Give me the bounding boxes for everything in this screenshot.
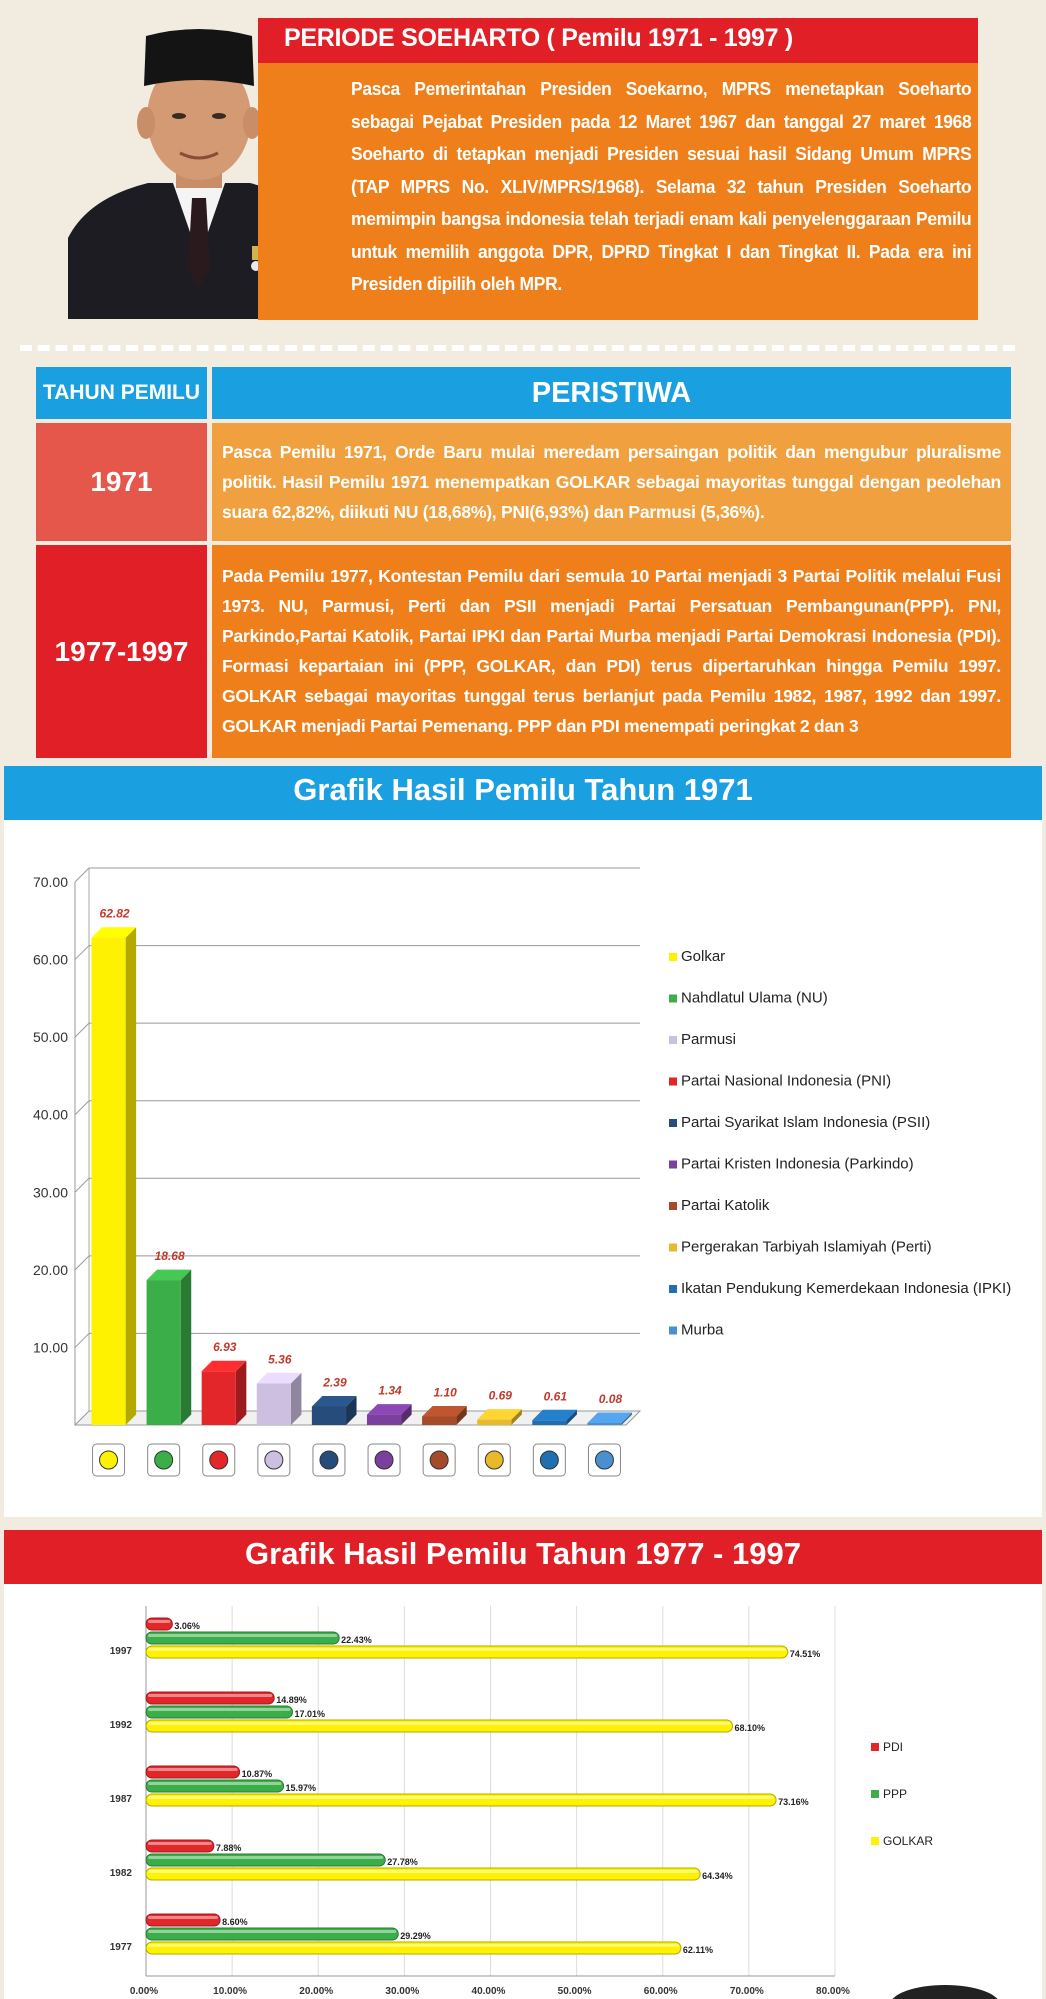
category-label: 1982 [109,1868,132,1879]
logo-emblem [265,1451,283,1469]
legend-label: Pergerakan Tarbiyah Islamiyah (Perti) [681,1238,932,1256]
logo-emblem [210,1451,228,1469]
party-logo-icon [368,1444,400,1476]
bar [146,1914,220,1926]
legend-label: Parmusi [681,1031,737,1048]
party-logo-icon [93,1444,125,1476]
party-logo-icon [533,1444,565,1476]
table-header-event: PERISTIWA [212,367,1011,419]
bar-value-label: 27.78% [387,1857,418,1867]
bar [146,1766,240,1778]
party-logo-icon [588,1444,620,1476]
x-tick-label: 50.00% [557,1986,592,1997]
bar-highlight [148,1842,212,1845]
bar [146,1854,385,1866]
bar-value-label: 18.68 [154,1249,185,1264]
logo-emblem [375,1451,393,1469]
y-tick-label: 20.00 [32,1261,68,1278]
legend-label: Golkar [681,948,726,965]
bar [202,1371,236,1425]
logo-emblem [100,1451,118,1469]
y-tick-label: 70.00 [32,874,68,890]
bar-value-label: 74.51% [789,1649,821,1659]
logo-emblem [595,1451,613,1469]
legend-label: Murba [681,1321,724,1339]
logo-emblem [320,1451,338,1469]
legend-label: PDI [883,1740,904,1754]
bar-side [236,1361,247,1425]
bar [422,1416,456,1425]
bar-value-label: 0.69 [488,1388,512,1403]
party-logo-icon [313,1444,345,1476]
bar-highlight [148,1722,731,1725]
y-tick-label: 50.00 [32,1029,68,1046]
bar [147,1280,181,1425]
period-title: PERIODE SOEHARTO ( Pemilu 1971 - 1997 ) [284,24,793,52]
bar-value-label: 29.29% [400,1931,431,1941]
bar-value-label: 64.34% [702,1871,733,1881]
bar-highlight [148,1708,290,1711]
bar-highlight [148,1782,282,1785]
intro-text: Pasca Pemerintahan Presiden Soekarno, MPRS menetapkan Soeharto sebagai Pejabat Presiden pada 12 Maret 1967 dan tanggal 27 maret 1968 Soeharto di tetapkan menjadi Presiden sesuai hasil Sidang Umum MPRS (TAP MPRS No. XLIV/MPRS/1968). Selama 32 tahun Presiden Soeharto memimpin bangsa indonesia telah terjadi enam kali penyelenggaraan Pemilu untuk memilih anggota DPR, DPRD Tingkat I dan Tingkat II. Pada era ini Presiden dipilih oleh MPR. [351,78,972,294]
section-divider [20,345,350,351]
y-tick-label: 60.00 [32,951,68,968]
logo-emblem [155,1451,173,1469]
bar-value-label: 5.36 [268,1352,292,1367]
bar-highlight [148,1620,170,1623]
bar-highlight [148,1930,396,1933]
bar [477,1420,511,1425]
bar-value-label: 3.06% [174,1621,200,1631]
x-tick-label: 60.00% [643,1986,678,1997]
bar [146,1794,776,1806]
x-tick-label: 70.00% [729,1986,764,1997]
bar [532,1420,566,1425]
bar-highlight [148,1916,218,1919]
table-header-year: TAHUN PEMILU [36,367,207,419]
bar-highlight [148,1870,698,1873]
party-logo-icon [423,1444,455,1476]
bar-value-label: 15.97% [285,1783,317,1793]
legend-label: GOLKAR [883,1834,934,1848]
y-tick-label: 10.00 [32,1339,68,1356]
bar [91,938,125,1425]
bar [146,1868,700,1880]
bar-highlight [148,1634,337,1637]
party-logo-icon [478,1444,510,1476]
legend-swatch [669,1244,677,1252]
legend-label: Partai Katolik [681,1197,770,1214]
bar-value-label: 0.08 [598,1392,623,1406]
legend-label: Nahdlatul Ulama (NU) [681,989,828,1007]
x-tick-label: 80.00% [816,1986,850,1997]
legend-label: Partai Nasional Indonesia (PNI) [681,1072,892,1090]
bar [312,1406,346,1425]
x-tick-label: 30.00% [385,1986,420,1997]
x-tick-label: 0.00% [129,1986,159,1997]
legend-swatch [669,953,677,961]
legend-swatch [669,1036,677,1044]
legend-swatch [669,1327,677,1335]
bar-highlight [148,1856,383,1859]
gridline-diagonal [75,1178,89,1192]
table-row-year: 1977-1997 [36,545,207,758]
gridline-diagonal [75,868,89,882]
bar-value-label: 17.01% [294,1709,326,1719]
bar-value-label: 8.60% [222,1917,248,1927]
bar-value-label: 6.93 [213,1340,237,1355]
table-row-event: Pasca Pemilu 1971, Orde Baru mulai meredam persaingan politik dan mengubur pluralisme politik. Hasil Pemilu 1971 menempatkan GOLKAR sebagai mayoritas tunggal dengan peolehan suara 62,82%, diikuti NU (18,68%), PNI(6,93%) dan Parmusi (5,36%). [212,423,1011,541]
legend-swatch [669,995,677,1003]
table-row-event: Pada Pemilu 1977, Kontestan Pemilu dari semula 10 Partai menjadi 3 Partai Politik melalui Fusi 1973. NU, Parmusi, Perti dan PSII menjadi Partai Persatuan Pembangunan(PPP). PNI, Parkindo,Partai Katolik, Partai IPKI dan Partai Murba menjadi Partai Demokrasi Indonesia (PDI). Formasi kepartaian ini (PPP, GOLKAR, dan PDI) terus dipertaruhkan hingga Pemilu 1997. GOLKAR sebagai mayoritas tunggal terus berlanjut pada Pemilu 1982, 1987, 1992 dan 1997. GOLKAR menjadi Partai Pemenang. PPP dan PDI menempati peringkat 2 dan 3 [212,545,1011,758]
bar-value-label: 73.16% [778,1797,809,1807]
legend-swatch [669,1119,677,1127]
bar [367,1415,401,1425]
gridline-diagonal [75,1023,89,1037]
legend-swatch [669,1161,677,1169]
gridline-diagonal [75,1333,89,1347]
bar [146,1646,788,1658]
gridline-diagonal [75,1101,89,1115]
bar-value-label: 62.11% [682,1945,713,1955]
bar-value-label: 7.88% [215,1843,242,1853]
bar-value-label: 0.61 [543,1389,568,1404]
x-tick-label: 10.00% [213,1986,248,1997]
bar-side [181,1270,192,1425]
bar [146,1942,681,1954]
legend-label: Partai Kristen Indonesia (Parkindo) [681,1155,914,1173]
logo-emblem [540,1451,558,1469]
legend-swatch [669,1202,677,1210]
y-tick-label: 40.00 [32,1106,68,1123]
logo-emblem [485,1451,503,1469]
legend-label: PPP [883,1787,908,1801]
legend-swatch [871,1790,879,1798]
bar [146,1720,733,1732]
party-logo-icon [148,1444,180,1476]
bar [587,1423,621,1425]
legend-label: Partai Syarikat Islam Indonesia (PSII) [681,1114,931,1131]
legend-swatch [871,1837,879,1845]
bar-value-label: 1.10 [433,1385,457,1400]
legend-swatch [871,1743,879,1751]
chart-1977-1997-title: Grafik Hasil Pemilu Tahun 1977 - 1997 [245,1536,801,1571]
bar [146,1928,398,1940]
category-label: 1997 [109,1646,132,1657]
party-logo-icon [258,1444,290,1476]
bar [146,1706,292,1718]
bar-highlight [148,1944,679,1947]
bar-value-label: 1.34 [378,1383,402,1398]
table-row-year: 1971 [36,423,207,541]
legend-label: Ikatan Pendukung Kemerdekaan Indonesia (IPKI) [681,1280,1012,1297]
bar [146,1780,284,1792]
bar [146,1840,214,1852]
bar-value-label: 62.82 [99,906,130,921]
y-tick-label: 30.00 [32,1184,68,1201]
bar-highlight [148,1648,786,1651]
x-tick-label: 40.00% [471,1986,506,1997]
bar-value-label: 22.43% [341,1635,372,1645]
bar-side [126,927,137,1425]
party-logo-icon [203,1444,235,1476]
bar [146,1692,274,1704]
legend-swatch [669,1078,677,1086]
bar-highlight [148,1796,774,1799]
category-label: 1977 [109,1942,132,1953]
bar [257,1383,291,1425]
category-label: 1992 [109,1720,132,1731]
x-tick-label: 20.00% [299,1986,334,1997]
bar-value-label: 68.10% [734,1723,766,1733]
category-label: 1987 [109,1794,132,1805]
gridline-diagonal [75,946,89,960]
logo-emblem [430,1451,448,1469]
chart-1977-1997 [0,1584,1046,1999]
bar-value-label: 10.87% [241,1769,273,1779]
chart-1971 [0,820,1046,1520]
bar [146,1618,172,1630]
gridline-diagonal [75,1256,89,1270]
legend-swatch [669,1285,677,1293]
chart-1971-title: Grafik Hasil Pemilu Tahun 1971 [293,772,753,807]
section-divider [345,345,1015,351]
bar-highlight [148,1768,238,1771]
bar [146,1632,339,1644]
bar-highlight [148,1694,272,1697]
bar-value-label: 2.39 [323,1375,347,1390]
bar-value-label: 14.89% [276,1695,307,1705]
